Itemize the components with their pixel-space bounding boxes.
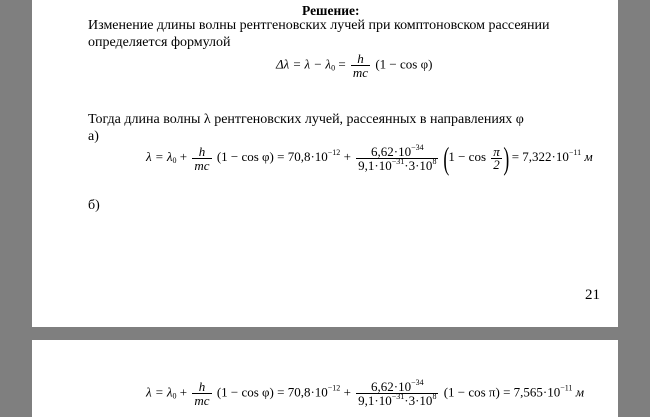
formula2-mid: (1 − cos φ) = 70,8·10 — [216, 148, 328, 164]
formula2-frac-num: h — [198, 143, 206, 159]
formula2-fraction-numeric — [356, 142, 438, 173]
formula1-eq: = — [338, 56, 346, 72]
formula2-num2-exp: −34 — [411, 142, 424, 152]
formula3-num2: 6,62·10 — [370, 379, 412, 394]
formula3-plus2: + — [343, 384, 351, 400]
formula2-num2: 6,62·10 — [370, 143, 412, 159]
document-page-1 — [32, 0, 618, 327]
formula2-mid-exp: −12 — [327, 147, 341, 157]
paragraph-line-2: определяется формулой — [88, 35, 231, 50]
paragraph-2-suffix: рентгеновских лучей, рассеянных в направлениях φ — [214, 112, 524, 127]
formula1-frac-num: h — [357, 51, 364, 66]
formula2-den2-b: ·3·10 — [404, 157, 433, 173]
formula2-left-paren: ( — [443, 140, 449, 176]
formula1-lhs: Δλ = λ − λ — [276, 56, 332, 72]
formula2-lhs: λ = λ — [146, 148, 173, 164]
formula2-lhs-sub: 0 — [172, 155, 177, 165]
formula1-tail: (1 − cos φ) — [375, 56, 433, 72]
compton-formula — [276, 52, 432, 79]
formula2-result: = 7,322·10 — [511, 148, 569, 164]
formula2-plus2: + — [343, 148, 351, 164]
formula3-tail: (1 − cos π) = 7,565·10 — [443, 384, 561, 400]
formula3-lhs-sub: 0 — [172, 391, 177, 401]
formula2-result-exp: −11 — [568, 147, 582, 157]
formula3-num2-exp: −34 — [411, 378, 424, 387]
formula3-fraction-numeric — [356, 380, 438, 407]
formula3-mid-exp: −12 — [327, 383, 341, 393]
wavelength-formula-a — [146, 142, 593, 174]
paragraph-2-lambda: λ — [203, 112, 211, 127]
formula2-cos-text: 1 − cos — [448, 148, 487, 164]
formula2-right-paren: ) — [503, 140, 510, 176]
paragraph-2-prefix: Тогда длина волны — [88, 112, 201, 127]
formula2-den2-b-exp: 8 — [432, 156, 437, 166]
formula2-pi-den: 2 — [491, 158, 502, 171]
wavelength-formula-b — [146, 380, 584, 407]
formula2-den2-a-exp: −31 — [391, 156, 405, 166]
formula2-unit: м — [584, 148, 593, 164]
paragraph-2 — [88, 111, 524, 128]
formula3-fraction-h-mc — [192, 380, 211, 407]
formula1-fraction — [351, 52, 370, 79]
label-a: а) — [88, 129, 99, 144]
formula3-unit: м — [575, 384, 584, 400]
formula3-den2-b: ·3·10 — [404, 393, 433, 408]
document-page-2 — [32, 340, 618, 417]
formula3-lhs: λ = λ — [146, 384, 173, 400]
formula3-frac-num: h — [198, 379, 206, 394]
formula2-pi-num: π — [493, 143, 500, 159]
formula1-frac-den: mc — [352, 65, 369, 80]
formula3-mid: (1 − cos φ) = 70,8·10 — [216, 384, 328, 400]
formula2-frac-den: mc — [194, 157, 210, 173]
formula3-den2-a-exp: −31 — [391, 392, 405, 401]
page-number: 21 — [585, 287, 600, 303]
formula2-fraction-pi-2 — [491, 143, 502, 172]
formula3-den2-b-exp: 8 — [432, 392, 437, 401]
formula3-frac-den: mc — [194, 393, 210, 408]
solution-heading: Решение: — [302, 3, 360, 18]
paragraph-line-1: Изменение длины волны рентгеновских лучей при комптоновском рассеянии — [88, 18, 550, 33]
formula1-lhs-sub: 0 — [331, 63, 336, 73]
formula3-plus: + — [179, 384, 188, 400]
formula2-den2-a: 9,1·10 — [358, 157, 392, 173]
formula2-fraction-h-mc — [192, 145, 211, 172]
formula2-plus: + — [179, 148, 188, 164]
formula3-den2-a: 9,1·10 — [358, 393, 392, 408]
formula3-tail-exp: −11 — [560, 383, 573, 393]
label-b: б) — [88, 198, 100, 213]
